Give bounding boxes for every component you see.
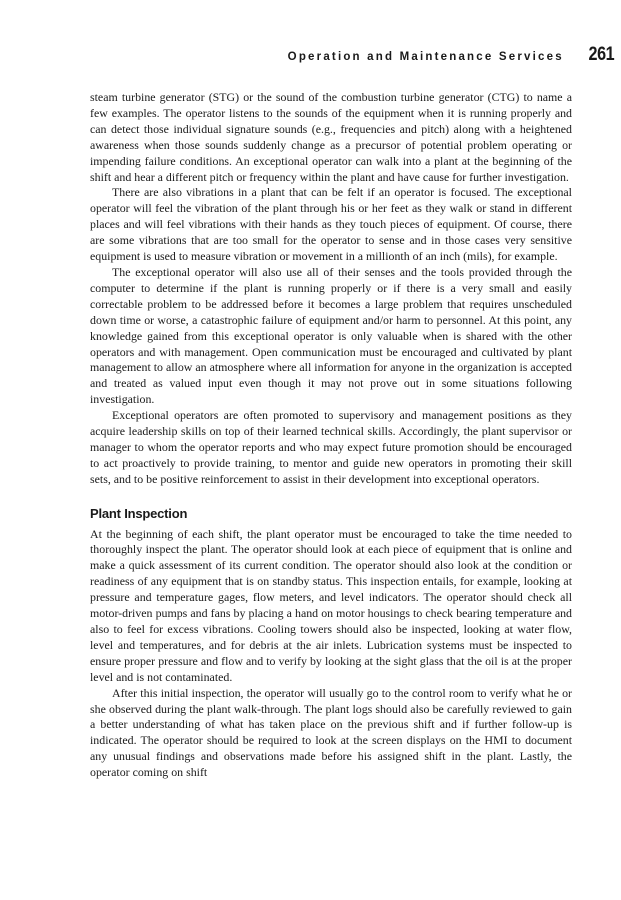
section-heading: Plant Inspection: [90, 505, 188, 521]
page-body: [90, 90, 572, 781]
paragraph-4: Exceptional operators are often promoted to supervisory and management positions as they acquire leadership skills on top of their learned technical skills. Accordingly, the plant supervisor or manager to whom the operator reports and who may expect future promotion should be encouraged to act proactively to provide training, to mentor and guide new operators in promoting their skill sets, and to be positive reinforcement to assist in their development into exceptional operators.: [90, 408, 572, 486]
paragraph-1: steam turbine generator (STG) or the sound of the combustion turbine generator (CTG) to name a few examples. The operator listens to the sounds of the equipment when it is running properly and can detect those individual signature sounds (e.g., frequencies and pitch) along with a heightened awareness when those sounds suddenly change as a precursor of potential problem operating or impending failure conditions. An exceptional operator can walk into a plant at the beginning of the shift and hear a different pitch or frequency within the plant and have cause for further investigation.: [90, 90, 572, 184]
page-number: 261: [588, 44, 614, 65]
section-paragraph-2: After this initial inspection, the operator will usually go to the control room to verify what he or she observed during the plant walk-through. The plant logs should also be carefully reviewed to gain a better understanding of what has taken place on the previous shift and if further follow-up is indicated. The operator should be required to look at the screen displays on the HMI to document any unusual findings and observations made before his assigned shift in the plant. Lastly, the operator coming on shift: [90, 685, 572, 780]
paragraph-2: There are also vibrations in a plant that can be felt if an operator is focused. The exceptional operator will feel the vibration of the plant through his or her feet as they walk or stand in different places and will feel vibrations with their hands as they touch pieces of equipment. Of course, there are some vibrations that are too small for the operator to sense and in those cases very sensitive equipment is used to measure vibration or movement in a millionth of an inch (mils), for example.: [90, 185, 572, 264]
running-title: Operation and Maintenance Services: [287, 51, 564, 63]
section-paragraph-1: At the beginning of each shift, the plant operator must be encouraged to take the time needed to thoroughly inspect the plant. The operator should look at each piece of equipment that is online and make a quick assessment of its current condition. The operator should also look at the condition or readiness of any equipment that is on standby status. This inspection entails, for example, looking at pressure and temperature gages, flow meters, and level indicators. The operator should check all motor-driven pumps and fans by placing a hand on motor housings to check bearing temperature and also to feel for excess vibrations. Cooling towers should also be inspected, looking at water flow, level and temperatures, and for debris at the air inlets. Lubrication systems must be inspected to ensure proper pressure and flow and to verify by looking at the sight glass that the oil is at the proper level and is not contaminated.: [90, 526, 572, 684]
page-header: [88, 44, 614, 70]
paragraph-3: The exceptional operator will also use all of their senses and the tools provided through the computer to determine if the plant is running properly or if there is a very small and easily correctable problem to be addressed before it becomes a large problem that requires unscheduled down time or worse, a catastrophic failure of equipment and/or harm to personnel. At this point, any knowledge gained from this exceptional operator is only valuable when is shared with the other operators and with management. Open communication must be encouraged and cultivated by plant management to allow an atmosphere where all information for anyone in the organization is accepted and treated as valued input even though it may not prove out in some situations following investigation.: [90, 264, 572, 407]
